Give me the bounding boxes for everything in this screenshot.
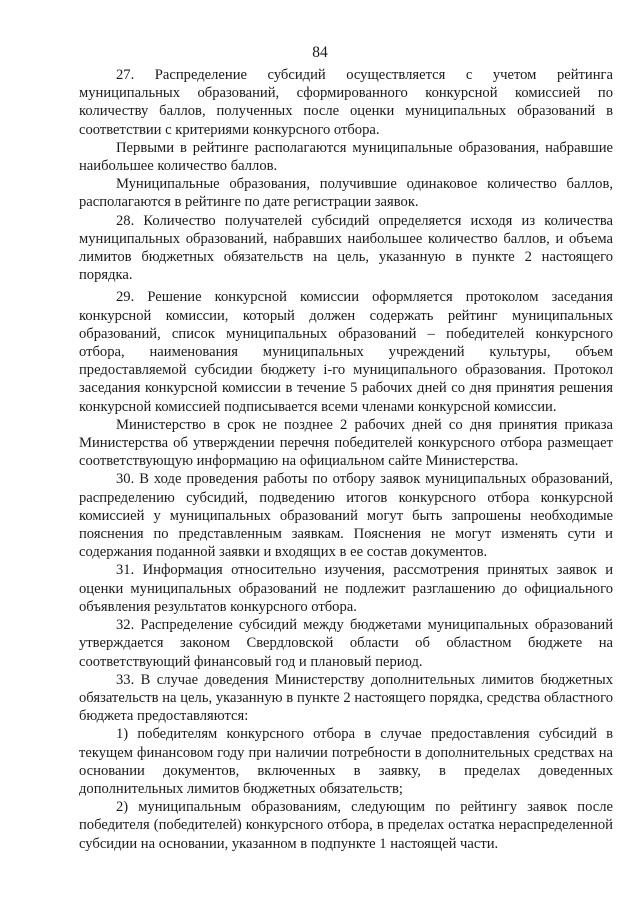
paragraph-33: 33. В случае доведения Министерству дополнительных лимитов бюджетных обязательств на цель, указанную в пункте 2 настоящего порядка, средства областного бюджета предоставляются: — [79, 671, 613, 725]
paragraph-30: 30. В ходе проведения работы по отбору заявок муниципальных образований, распределению субсидий, подведению итогов конкурсного отбора конкурсной комиссией у муниципальных образований могут быть запрошены необходимые пояснения по представленным заявкам. Пояснения не могут изменять сути и содержания поданной заявки и входящих в ее состав документов. — [79, 471, 613, 561]
paragraph-33-item-1: 1) победителям конкурсного отбора в случае предоставления субсидий в текущем финансовом году при наличии потребности в дополнительных средствах на основании документов, включенных в заявку, в пределах доведенных дополнительных лимитов бюджетных обязательств; — [79, 726, 613, 797]
paragraph-32: 32. Распределение субсидий между бюджетами муниципальных образований утверждается законом Свердловской области об областном бюджете на соответствующий финансовый год и плановый период. — [79, 617, 613, 670]
document-body — [79, 66, 613, 853]
paragraph-29-ministry-publication: Министерство в срок не позднее 2 рабочих дней со дня принятия приказа Министерства об утверждении перечня победителей конкурсного отбора размещает соответствующую информацию на официальном сайте Министерства. — [79, 416, 613, 470]
paragraph-33-item-2: 2) муниципальным образованиям, следующим по рейтингу заявок после победителя (победителей) конкурсного отбора, в пределах остатка нераспределенной субсидии на основании, указанном в подпункте 1 настоящей части. — [79, 799, 613, 852]
page-number: 84 — [312, 44, 328, 61]
paragraph-29: 29. Решение конкурсной комиссии оформляется протоколом заседания конкурсной комиссии, который должен содержать рейтинг муниципальных образований, список муниципальных образований – победителей конкурсного отбора, наименования муниципальных учреждений культуры, объем предоставляемой субсидии бюджету i-го муниципального образования. Протокол заседания конкурсной комиссии в течение 5 рабочих дней со дня принятия решения конкурсной комиссией подписывается всеми членами конкурсной комиссии. — [79, 289, 613, 415]
paragraph-27-equal-scores: Муниципальные образования, получившие одинаковое количество баллов, располагаются в рейтинге по дате регистрации заявок. — [79, 176, 613, 211]
paragraph-27-ranking-first: Первыми в рейтинге располагаются муниципальные образования, набравшие наибольшее количество баллов. — [79, 139, 613, 175]
paragraph-28: 28. Количество получателей субсидий определяется исходя из количества муниципальных образований, набравших наибольшее количество баллов, и объема лимитов бюджетных обязательств на цель, указанную в пункте 2 настоящего порядка. — [79, 212, 613, 284]
paragraph-27: 27. Распределение субсидий осуществляется с учетом рейтинга муниципальных образований, сформированного конкурсной комиссией по количеству баллов, полученных после оценки муниципальных образований в соответствии с критериями конкурсного отбора. — [79, 67, 613, 138]
paragraph-31: 31. Информация относительно изучения, рассмотрения принятых заявок и оценки муниципальных образований не подлежит разглашению до официального объявления результатов конкурсного отбора. — [79, 562, 613, 615]
